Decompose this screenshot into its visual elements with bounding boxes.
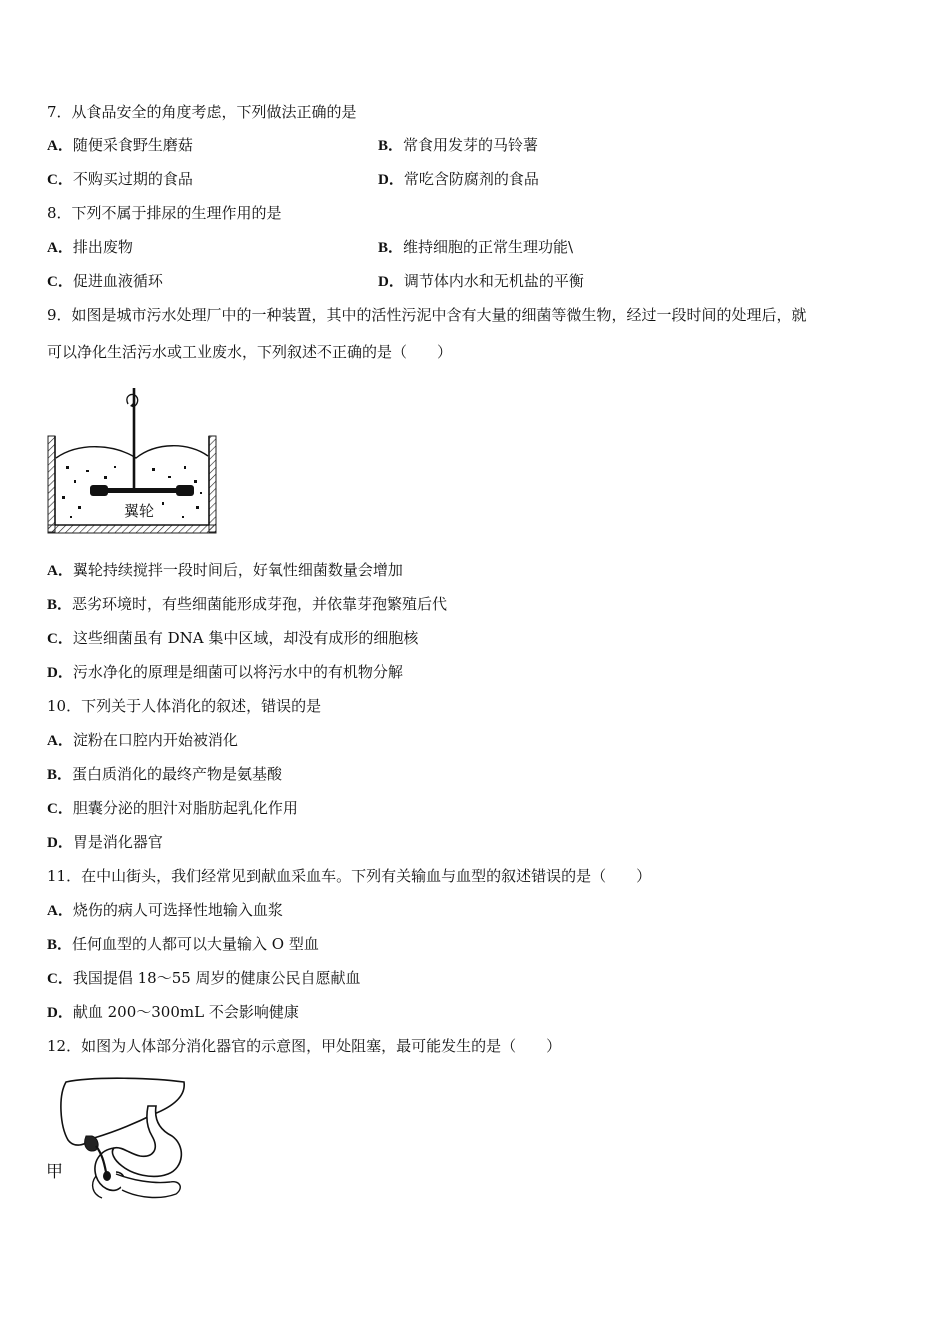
impeller-label: 翼轮	[124, 502, 155, 520]
option-label: A．	[47, 733, 73, 749]
wastewater-tank-figure	[44, 384, 220, 536]
option-text: 随便采食野生磨菇	[72, 136, 193, 154]
option-text: 维持细胞的正常生理功能\	[403, 238, 574, 256]
option-text: 胆囊分泌的胆汁对脂肪起乳化作用	[72, 799, 298, 817]
q7-option-b	[378, 135, 538, 156]
option-text: 这些细菌虽有 DNA 集中区域，却没有成形的细胞核	[72, 629, 419, 647]
option-label: D．	[47, 835, 73, 851]
q8-option-c	[47, 271, 163, 292]
option-label: B．	[378, 138, 404, 154]
tank-floor	[48, 525, 216, 533]
sludge-surface	[56, 446, 208, 458]
gallbladder-outline	[85, 1136, 98, 1151]
q8-option-d	[378, 271, 584, 292]
q11-option-a	[47, 900, 283, 921]
q10-option-d	[47, 832, 163, 853]
option-text: 促进血液循环	[72, 272, 163, 290]
q9-option-d	[47, 662, 403, 683]
q11-option-d	[47, 1002, 299, 1023]
q10-option-c	[47, 798, 298, 819]
q8-option-b	[378, 237, 573, 258]
option-text: 常吃含防腐剂的食品	[403, 170, 539, 188]
option-label: B．	[378, 240, 404, 256]
option-text: 污水净化的原理是细菌可以将污水中的有机物分解	[72, 663, 403, 681]
option-text: 蛋白质消化的最终产物是氨基酸	[72, 765, 283, 783]
option-label: D．	[378, 172, 404, 188]
option-text: 常食用发芽的马铃薯	[403, 136, 539, 154]
q9-stem-line1: 9．如图是城市污水处理厂中的一种装置，其中的活性污泥中含有大量的细菌等微生物，经过一段时间的处理后，就	[47, 306, 807, 324]
option-text: 不购买过期的食品	[72, 170, 193, 188]
q7-option-d	[378, 169, 539, 190]
option-text: 我国提倡 18～55 周岁的健康公民自愿献血	[72, 969, 361, 987]
q10-stem: 10．下列关于人体消化的叙述，错误的是	[47, 697, 322, 715]
impeller-blade-left	[90, 485, 108, 496]
option-text: 任何血型的人都可以大量输入 O 型血	[72, 935, 319, 953]
option-label: B．	[47, 767, 73, 783]
option-label: C．	[47, 971, 73, 987]
option-label: B．	[47, 597, 73, 613]
option-text: 翼轮持续搅拌一段时间后，好氧性细菌数量会增加	[72, 561, 403, 579]
option-label: A．	[47, 138, 73, 154]
option-label: D．	[47, 665, 73, 681]
option-text: 烧伤的病人可选择性地输入血浆	[72, 901, 283, 919]
q11-stem: 11．在中山街头，我们经常见到献血采血车。下列有关输血与血型的叙述错误的是（ ）	[47, 867, 652, 885]
impeller-bar	[100, 488, 188, 493]
q9-option-b	[47, 594, 447, 615]
q9-option-a	[47, 560, 403, 581]
impeller-blade-right	[176, 485, 194, 496]
digestive-organs-figure	[44, 1076, 192, 1204]
option-label: A．	[47, 563, 73, 579]
duodenal-papilla	[103, 1171, 111, 1181]
blockage-label-jia: 甲	[46, 1162, 63, 1182]
option-text: 献血 200～300mL 不会影响健康	[72, 1003, 299, 1021]
q7-option-a	[47, 135, 193, 156]
option-text: 调节体内水和无机盐的平衡	[403, 272, 584, 290]
option-label: C．	[47, 172, 73, 188]
q9-stem-line2: 可以净化生活污水或工业废水，下列叙述不正确的是（ ）	[47, 343, 453, 361]
option-label: C．	[47, 801, 73, 817]
tank-left-wall	[48, 436, 55, 532]
pancreas-outline	[116, 1174, 180, 1197]
option-label: D．	[47, 1005, 73, 1021]
option-text: 胃是消化器官	[72, 833, 163, 851]
option-text: 恶劣环境时，有些细菌能形成芽孢，并依靠芽孢繁殖后代	[72, 595, 448, 613]
option-label: A．	[47, 903, 73, 919]
q11-option-c	[47, 968, 361, 989]
option-label: A．	[47, 240, 73, 256]
q10-option-b	[47, 764, 282, 785]
option-label: C．	[47, 631, 73, 647]
q8-stem: 8．下列不属于排尿的生理作用的是	[47, 204, 282, 222]
option-text: 排出废物	[72, 238, 133, 256]
q7-stem: 7．从食品安全的角度考虑，下列做法正确的是	[47, 103, 357, 121]
option-label: B．	[47, 937, 73, 953]
q9-option-c	[47, 628, 418, 649]
option-label: C．	[47, 274, 73, 290]
q8-option-a	[47, 237, 133, 258]
q11-option-b	[47, 934, 319, 955]
tank-right-wall	[209, 436, 216, 532]
option-label: D．	[378, 274, 404, 290]
q7-option-c	[47, 169, 193, 190]
q10-option-a	[47, 730, 238, 751]
option-text: 淀粉在口腔内开始被消化	[72, 731, 238, 749]
q12-stem: 12．如图为人体部分消化器官的示意图，甲处阻塞，最可能发生的是（ ）	[47, 1037, 562, 1055]
